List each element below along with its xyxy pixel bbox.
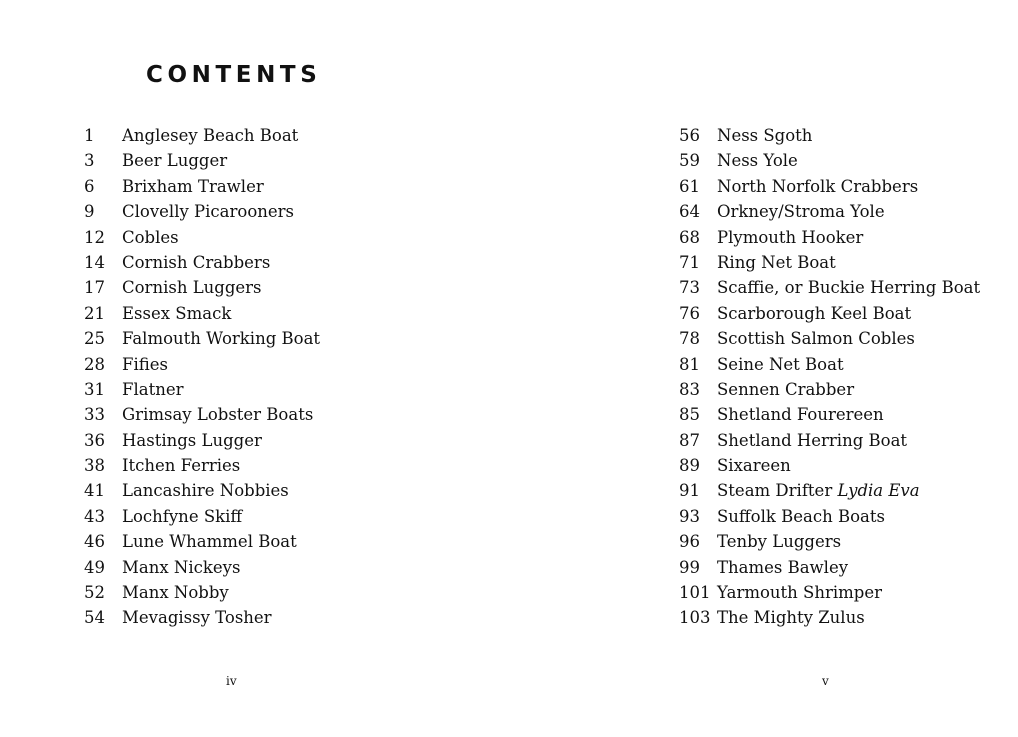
- toc-entry-page-number: 68: [679, 227, 700, 247]
- toc-entry-page-number: 99: [679, 557, 700, 577]
- toc-entry: [84, 301, 320, 326]
- toc-entry-title: Suffolk Beach Boats: [717, 506, 885, 526]
- toc-entry-page-number: 91: [679, 481, 700, 501]
- toc-entry-title: Hastings Lugger: [122, 430, 262, 450]
- toc-entry: [679, 301, 980, 326]
- toc-entry: [679, 123, 980, 148]
- toc-entry-title: Itchen Ferries: [122, 456, 241, 476]
- toc-entry-page-number: 73: [679, 278, 700, 298]
- toc-entry-page-number: 52: [84, 583, 105, 603]
- toc-entry-page-number: 17: [84, 278, 105, 298]
- toc-entry-page-number: 64: [679, 202, 700, 222]
- toc-entry: [84, 377, 320, 402]
- toc-entry: [84, 326, 320, 351]
- toc-entry-page-number: 61: [679, 176, 700, 196]
- toc-entry: [679, 174, 980, 199]
- toc-entry: [679, 402, 980, 427]
- toc-entry-title: Falmouth Working Boat: [122, 329, 321, 349]
- toc-entry-title: Yarmouth Shrimper: [717, 583, 882, 603]
- toc-entry-page-number: 81: [679, 354, 700, 374]
- toc-entry: [679, 478, 980, 503]
- toc-entry-title: Anglesey Beach Boat: [122, 126, 299, 145]
- toc-entry: [84, 352, 320, 377]
- toc-entry-page-number: 21: [84, 303, 105, 323]
- contents-title: CONTENTS: [146, 62, 322, 88]
- toc-entry: [679, 225, 980, 250]
- toc-entry: [679, 453, 980, 478]
- toc-entry-title: Sixareen: [717, 456, 791, 476]
- toc-entry: [679, 275, 980, 300]
- toc-entry: [679, 529, 980, 554]
- toc-entry-title: Lune Whammel Boat: [122, 532, 297, 552]
- toc-entry-page-number: 89: [679, 456, 700, 476]
- toc-entry-title-italic: Lydia Eva: [837, 481, 920, 501]
- toc-entry-page-number: 31: [84, 379, 105, 399]
- toc-entry-page-number: 43: [84, 506, 105, 526]
- toc-entry-title: North Norfolk Crabbers: [717, 176, 919, 196]
- toc-entry-page-number: 9: [84, 202, 95, 222]
- toc-entry-title: Cobles: [122, 227, 179, 247]
- toc-entry-page-number: 36: [84, 430, 105, 450]
- toc-entry-title: Grimsay Lobster Boats: [122, 405, 314, 425]
- toc-entry-page-number: 3: [84, 151, 95, 171]
- toc-entry: [84, 529, 320, 554]
- right-page: [509, 0, 1018, 737]
- toc-entry: [84, 250, 320, 275]
- toc-entry: [84, 402, 320, 427]
- toc-entry-title: Fifies: [122, 354, 168, 374]
- toc-entry-title: Seine Net Boat: [717, 354, 844, 374]
- toc-entry-page-number: 33: [84, 405, 105, 425]
- toc-entry: [679, 580, 980, 605]
- toc-entry-title: Scottish Salmon Cobles: [717, 329, 915, 349]
- toc-entry: [679, 555, 980, 580]
- toc-entry-title: Ness Sgoth: [717, 126, 813, 145]
- toc-entry-title: Sennen Crabber: [717, 379, 855, 399]
- toc-entry-page-number: 25: [84, 329, 105, 349]
- toc-entry: [84, 605, 320, 630]
- toc-entry-title: Thames Bawley: [717, 557, 849, 577]
- toc-entry: [679, 250, 980, 275]
- toc-entry-title: Orkney/Stroma Yole: [717, 202, 885, 222]
- toc-entry: [84, 225, 320, 250]
- toc-list-left: [84, 123, 320, 631]
- toc-entry-page-number: 87: [679, 430, 700, 450]
- toc-entry-title: Steam Drifter: [717, 481, 838, 501]
- toc-entry-page-number: 41: [84, 481, 105, 501]
- toc-entry: [679, 377, 980, 402]
- toc-entry-title: Lancashire Nobbies: [122, 481, 289, 501]
- toc-entry-title: Ness Yole: [717, 151, 798, 171]
- toc-entry: [679, 605, 980, 630]
- page-number-left: iv: [226, 674, 237, 688]
- toc-entry-title: Cornish Crabbers: [122, 252, 271, 272]
- toc-entry-title: Tenby Luggers: [717, 532, 842, 552]
- toc-entry: [84, 275, 320, 300]
- toc-entry-page-number: 83: [679, 379, 700, 399]
- toc-entry-page-number: 49: [84, 557, 105, 577]
- toc-entry-title: Scaffie, or Buckie Herring Boat: [717, 278, 981, 298]
- toc-entry: [84, 428, 320, 453]
- toc-entry-title: Scarborough Keel Boat: [717, 303, 912, 323]
- toc-entry-title: Shetland Herring Boat: [717, 430, 908, 450]
- toc-entry-title: Beer Lugger: [122, 151, 228, 171]
- toc-entry: [84, 555, 320, 580]
- toc-entry-page-number: 71: [679, 252, 700, 272]
- toc-entry: [679, 199, 980, 224]
- toc-entry-page-number: 28: [84, 354, 105, 374]
- toc-entry-page-number: 78: [679, 329, 700, 349]
- toc-entry-title: Mevagissy Tosher: [122, 608, 272, 628]
- toc-entry-page-number: 85: [679, 405, 700, 425]
- toc-entry-page-number: 1: [84, 126, 95, 145]
- toc-entry-title: Brixham Trawler: [122, 176, 264, 196]
- toc-entry-page-number: 54: [84, 608, 105, 628]
- toc-entry-title: Lochfyne Skiff: [122, 506, 243, 526]
- toc-entry-title: Manx Nickeys: [122, 557, 241, 577]
- toc-entry-page-number: 56: [679, 126, 700, 145]
- toc-list-right: [679, 123, 980, 631]
- toc-entry: [679, 148, 980, 173]
- toc-entry-page-number: 59: [679, 151, 700, 171]
- toc-entry-page-number: 93: [679, 506, 700, 526]
- toc-entry-page-number: 12: [84, 227, 105, 247]
- toc-entry-page-number: 6: [84, 176, 95, 196]
- toc-entry-title: Manx Nobby: [122, 583, 229, 603]
- toc-entry-title: The Mighty Zulus: [717, 608, 865, 628]
- toc-entry-title: Clovelly Picarooners: [122, 202, 295, 222]
- toc-entry-title: Ring Net Boat: [717, 252, 836, 272]
- toc-entry-title: Plymouth Hooker: [717, 227, 864, 247]
- toc-entry: [679, 326, 980, 351]
- toc-entry: [84, 174, 320, 199]
- toc-entry-page-number: 14: [84, 252, 105, 272]
- toc-entry: [84, 148, 320, 173]
- toc-entry-page-number: 76: [679, 303, 700, 323]
- toc-entry: [679, 504, 980, 529]
- page-number-right: v: [822, 674, 829, 688]
- toc-entry: [84, 123, 320, 148]
- toc-entry-page-number: 103: [679, 608, 711, 628]
- toc-entry-page-number: 46: [84, 532, 105, 552]
- toc-entry: [84, 504, 320, 529]
- toc-entry-title: Cornish Luggers: [122, 278, 262, 298]
- toc-entry: [679, 428, 980, 453]
- toc-entry: [84, 478, 320, 503]
- toc-entry-page-number: 101: [679, 583, 711, 603]
- toc-entry: [679, 352, 980, 377]
- toc-entry: [84, 199, 320, 224]
- toc-entry-page-number: 96: [679, 532, 700, 552]
- toc-entry-page-number: 38: [84, 456, 105, 476]
- toc-entry: [84, 580, 320, 605]
- toc-entry-title: Shetland Fourereen: [717, 405, 884, 425]
- toc-entry-title: Essex Smack: [122, 303, 232, 323]
- toc-entry: [84, 453, 320, 478]
- toc-entry-title: Flatner: [122, 379, 184, 399]
